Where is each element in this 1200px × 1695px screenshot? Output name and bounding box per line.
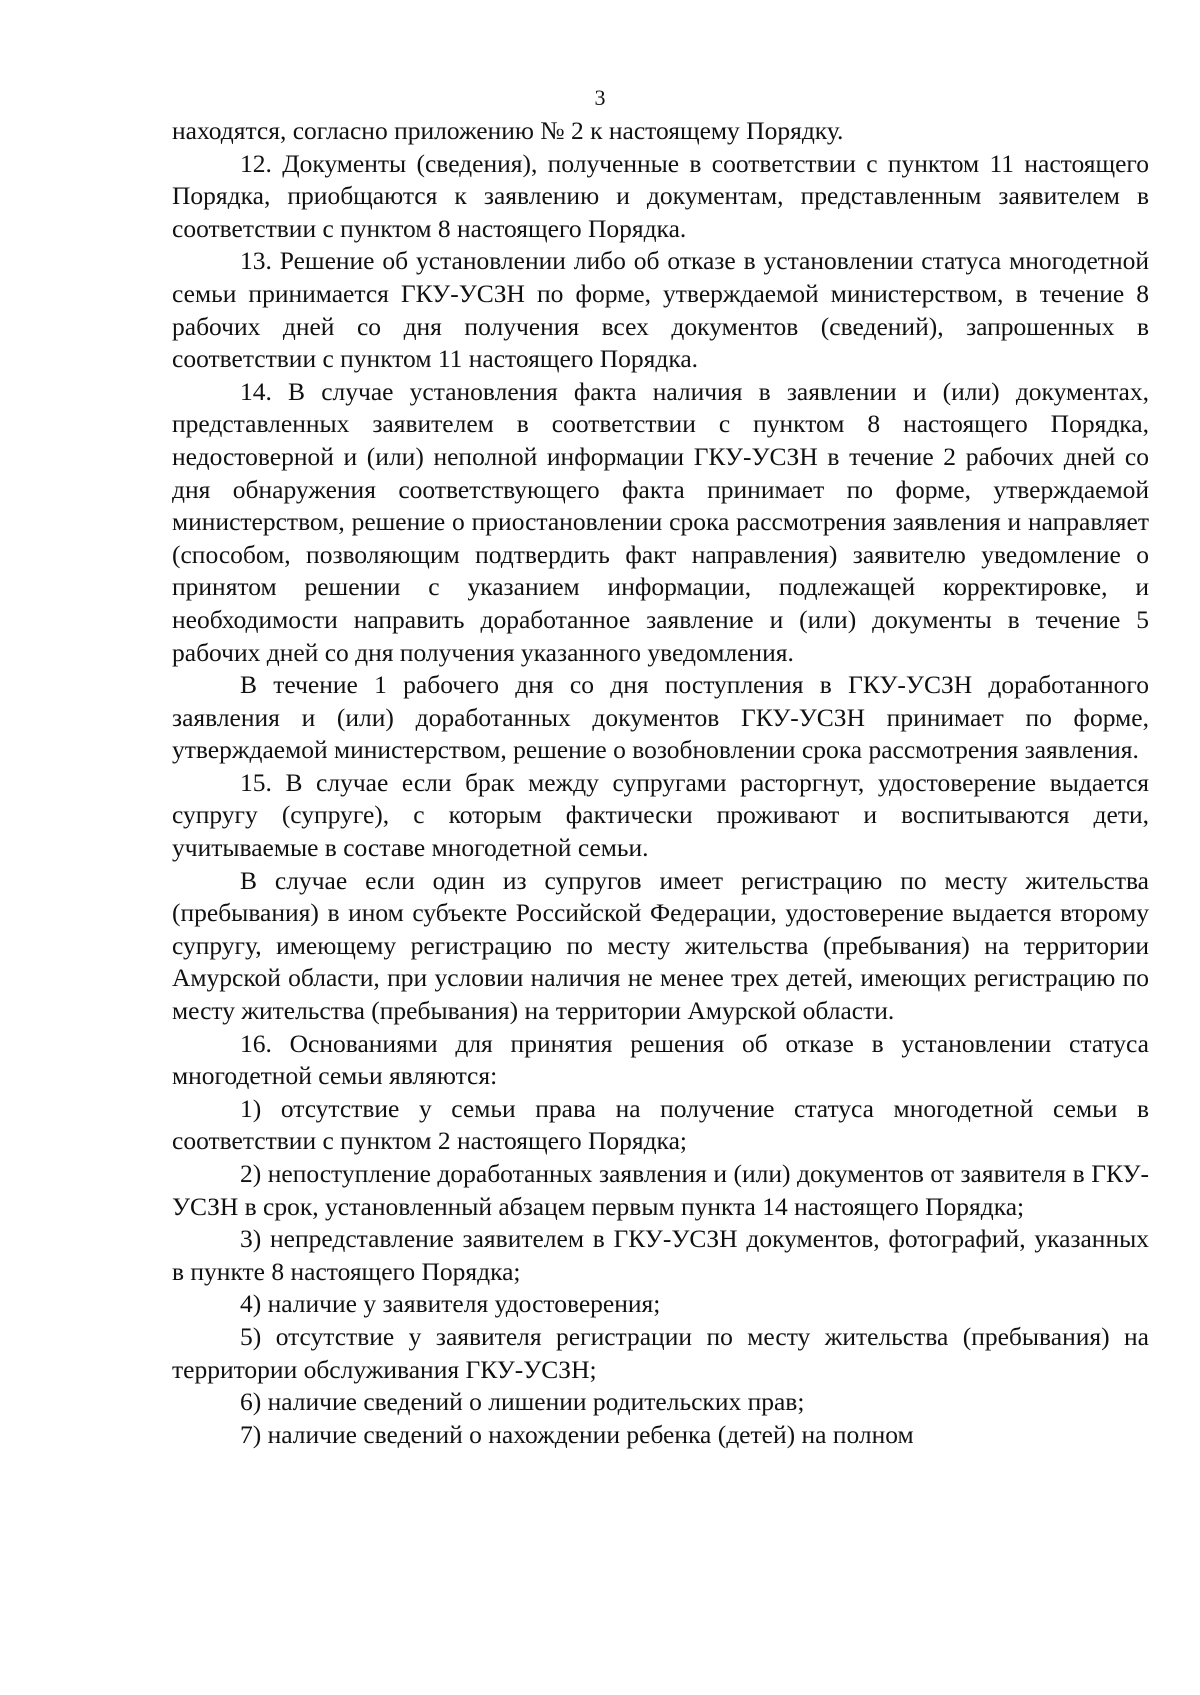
paragraph-item-16: 16. Основаниями для принятия решения об отказе в установлении статуса многодетной семьи являются: bbox=[172, 1028, 1149, 1091]
list-item-7: 7) наличие сведений о нахождении ребенка (детей) на полном bbox=[240, 1419, 914, 1449]
list-item-6: 6) наличие сведений о лишении родительских прав; bbox=[240, 1387, 805, 1417]
paragraph-item-14: 14. В случае установления факта наличия в заявлении и (или) документах, представленных заявителем в соответствии с пунктом 8 настоящего Порядка, недостоверной и (или) неполной информации ГКУ-УСЗН в течение 2 рабочих дней со дня обнаружения соответствующего факта принимает по форме, утверждаемой министерством, решение о приостановлении срока рассмотрения заявления и направляет (способом, позволяющим подтвердить факт направления) заявителю уведомление о принятом решении с указанием информации, подлежащей корректировке, и необходимости направить доработанное заявление и (или) документы в течение 5 рабочих дней со дня получения указанного уведомления. bbox=[172, 376, 1149, 667]
list-item-1: 1) отсутствие у семьи права на получение статуса многодетной семьи в соответствии с пунктом 2 настоящего Порядка; bbox=[172, 1093, 1149, 1156]
list-item-2: 2) непоступление доработанных заявления и (или) документов от заявителя в ГКУ-УСЗН в срок, установленный абзацем первым пункта 14 настоящего Порядка; bbox=[172, 1159, 1149, 1221]
paragraph-item-15: 15. В случае если брак между супругами расторгнут, удостоверение выдается супругу (супруге), с которым фактически проживают и воспитываются дети, учитываемые в составе многодетной семьи. bbox=[172, 767, 1149, 863]
list-item-3: 3) непредставление заявителем в ГКУ-УСЗН документов, фотографий, указанных в пункте 8 настоящего Порядка; bbox=[172, 1224, 1149, 1286]
document-body bbox=[172, 115, 1149, 1451]
list-item-4: 4) наличие у заявителя удостоверения; bbox=[240, 1289, 661, 1319]
paragraph-item-12: 12. Документы (сведения), полученные в соответствии с пунктом 11 настоящего Порядка, приобщаются к заявлению и документам, представленным заявителем в соответствии с пунктом 8 настоящего Порядка. bbox=[172, 148, 1149, 243]
paragraph-item-14-second: В течение 1 рабочего дня со дня поступления в ГКУ-УСЗН доработанного заявления и (или) доработанных документов ГКУ-УСЗН принимает по форме, утверждаемой министерством, решение о возобновлении срока рассмотрения заявления. bbox=[172, 670, 1149, 765]
paragraph-item-13: 13. Решение об установлении либо об отказе в установлении статуса многодетной семьи принимается ГКУ-УСЗН по форме, утверждаемой министерством, в течение 8 рабочих дней со дня получения всех документов (сведений), запрошенных в соответствии с пунктом 11 настоящего Порядка. bbox=[172, 246, 1149, 374]
paragraph-item-15-second: В случае если один из супругов имеет регистрацию по месту жительства (пребывания) в ином субъекте Российской Федерации, удостоверение выдается второму супругу, имеющему регистрацию по месту жительства (пребывания) на территории Амурской области, при условии наличия не менее трех детей, имеющих регистрацию по месту жительства (пребывания) на территории Амурской области. bbox=[172, 865, 1149, 1026]
list-item-5: 5) отсутствие у заявителя регистрации по месту жительства (пребывания) на территории обслуживания ГКУ-УСЗН; bbox=[172, 1321, 1149, 1384]
page-number: 3 bbox=[594, 85, 606, 110]
paragraph-continuation: находятся, согласно приложению № 2 к настоящему Порядку. bbox=[172, 116, 844, 145]
